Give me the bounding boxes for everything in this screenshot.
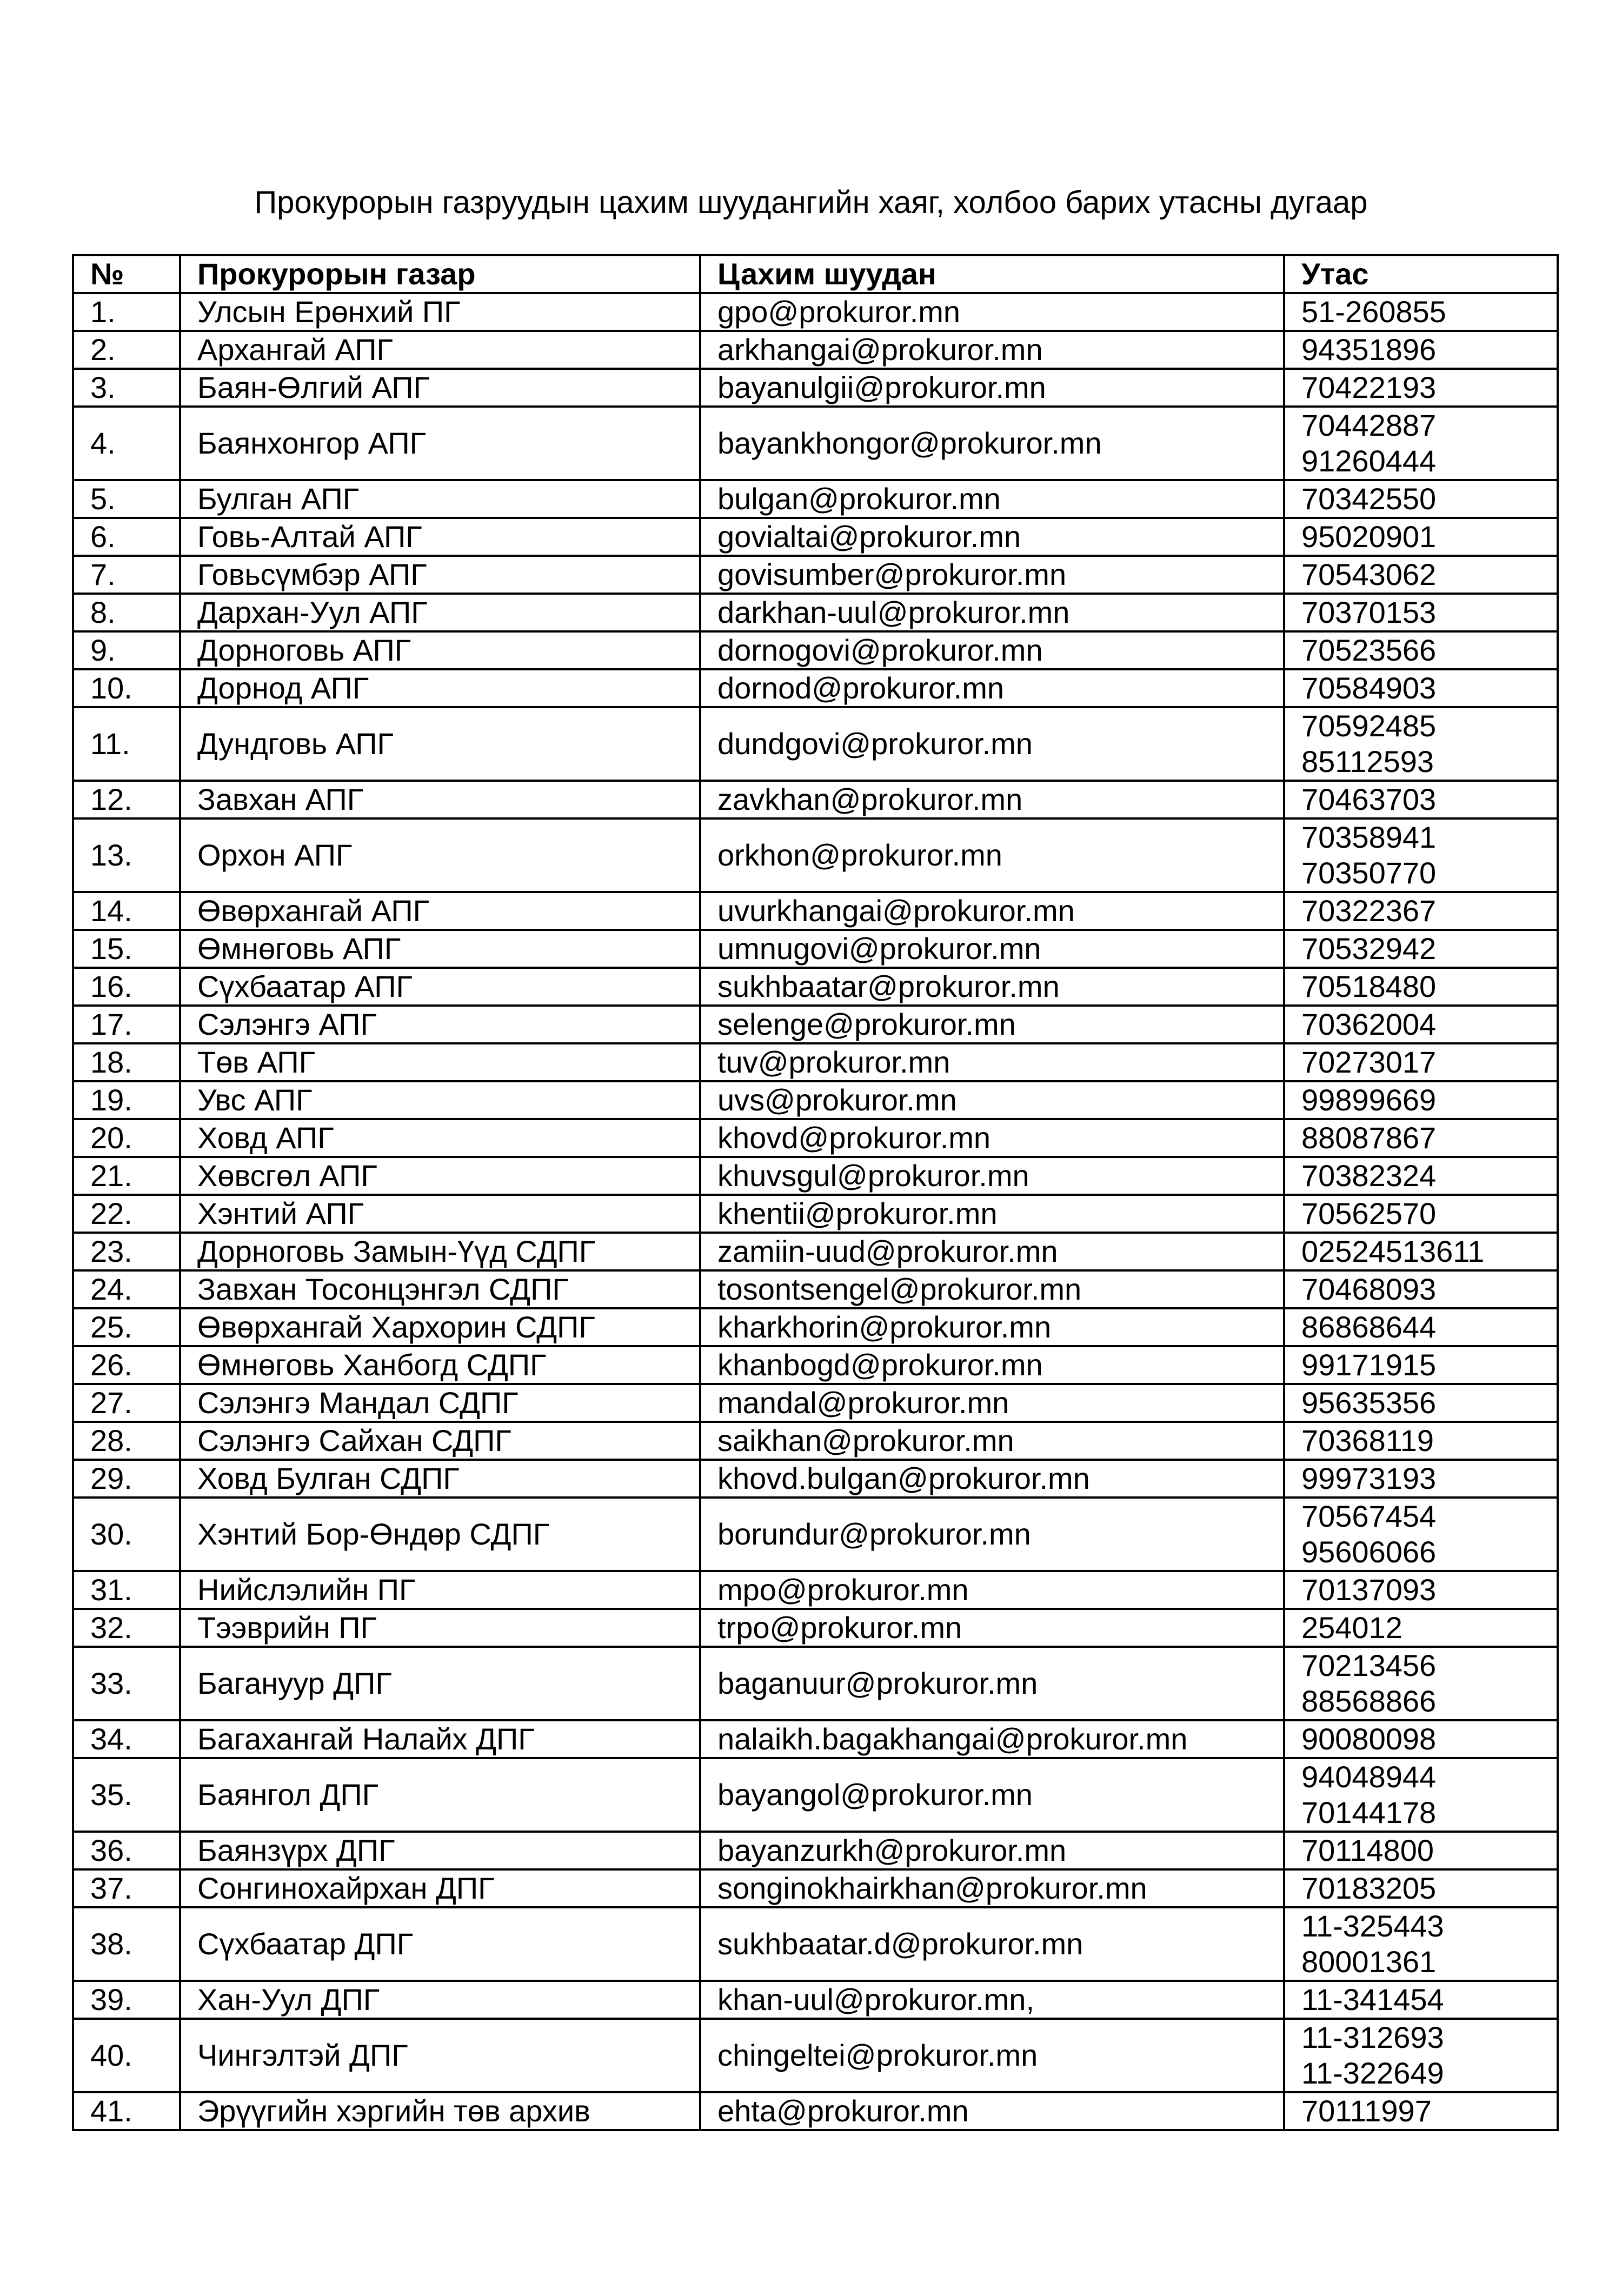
table-row — [73, 930, 1558, 968]
office-name: Хан-Уул ДПГ — [180, 1981, 700, 2019]
email-address: dornogovi@prokuror.mn — [700, 631, 1284, 669]
phone-cell — [1284, 1758, 1558, 1832]
phone-number: 70213456 — [1301, 1648, 1437, 1682]
office-name: Хэнтий АПГ — [180, 1195, 700, 1233]
email-address: gpo@prokuror.mn — [700, 293, 1284, 331]
office-name: Говьсүмбэр АПГ — [180, 556, 700, 594]
phone-number: 70518480 — [1301, 969, 1437, 1003]
table-row — [73, 707, 1558, 781]
row-number: 32. — [73, 1609, 180, 1647]
row-number: 15. — [73, 930, 180, 968]
header-num: № — [73, 255, 180, 293]
table-row — [73, 1758, 1558, 1832]
row-number: 34. — [73, 1720, 180, 1758]
office-name: Архангай АПГ — [180, 331, 700, 369]
office-name: Дорноговь АПГ — [180, 631, 700, 669]
row-number: 29. — [73, 1460, 180, 1498]
phone-number: 11-325443 — [1301, 1909, 1444, 1943]
phone-cell — [1284, 707, 1558, 781]
row-number: 21. — [73, 1157, 180, 1195]
email-address: kharkhorin@prokuror.mn — [700, 1308, 1284, 1346]
phone-number: 88087867 — [1301, 1121, 1437, 1155]
table-row — [73, 1081, 1558, 1119]
phone-cell — [1284, 631, 1558, 669]
phone-cell — [1284, 407, 1558, 480]
office-name: Төв АПГ — [180, 1043, 700, 1081]
row-number: 26. — [73, 1346, 180, 1384]
table-row — [73, 2092, 1558, 2130]
table-row — [73, 1720, 1558, 1758]
email-address: songinokhairkhan@prokuror.mn — [700, 1869, 1284, 1907]
phone-number: 70562570 — [1301, 1196, 1437, 1230]
office-name: Эрүүгийн хэргийн төв архив — [180, 2092, 700, 2130]
office-name: Ховд АПГ — [180, 1119, 700, 1157]
phone-number: 70368119 — [1301, 1423, 1434, 1458]
row-number: 8. — [73, 594, 180, 631]
phone-number: 70468093 — [1301, 1272, 1437, 1306]
email-address: saikhan@prokuror.mn — [700, 1422, 1284, 1460]
phone-number: 254012 — [1301, 1610, 1402, 1645]
phone-number: 90080098 — [1301, 1722, 1437, 1756]
phone-number: 94351896 — [1301, 332, 1437, 367]
table-row — [73, 1233, 1558, 1270]
phone-cell — [1284, 293, 1558, 331]
office-name: Дорнод АПГ — [180, 669, 700, 707]
table-row — [73, 1498, 1558, 1571]
phone-cell — [1284, 369, 1558, 407]
office-name: Баян-Өлгий АПГ — [180, 369, 700, 407]
phone-number: 70362004 — [1301, 1007, 1437, 1041]
phone-cell — [1284, 331, 1558, 369]
office-name: Баянзүрх ДПГ — [180, 1832, 700, 1869]
email-address: orkhon@prokuror.mn — [700, 818, 1284, 892]
row-number: 25. — [73, 1308, 180, 1346]
office-name: Сэлэнгэ АПГ — [180, 1006, 700, 1043]
phone-number: 51-260855 — [1301, 295, 1446, 329]
header-phone: Утас — [1284, 255, 1558, 293]
row-number: 14. — [73, 892, 180, 930]
email-address: trpo@prokuror.mn — [700, 1609, 1284, 1647]
phone-number: 70422193 — [1301, 370, 1437, 404]
office-name: Өмнөговь АПГ — [180, 930, 700, 968]
office-name: Дархан-Уул АПГ — [180, 594, 700, 631]
email-address: chingeltei@prokuror.mn — [700, 2019, 1284, 2092]
table-row — [73, 1346, 1558, 1384]
row-number: 4. — [73, 407, 180, 480]
table-row — [73, 1981, 1558, 2019]
row-number: 31. — [73, 1571, 180, 1609]
phone-number: 70543062 — [1301, 557, 1437, 591]
email-address: tosontsengel@prokuror.mn — [700, 1270, 1284, 1308]
email-address: dornod@prokuror.mn — [700, 669, 1284, 707]
row-number: 27. — [73, 1384, 180, 1422]
email-address: sukhbaatar.d@prokuror.mn — [700, 1907, 1284, 1981]
email-address: arkhangai@prokuror.mn — [700, 331, 1284, 369]
phone-cell — [1284, 1907, 1558, 1981]
phone-number: 86868644 — [1301, 1310, 1437, 1344]
email-address: tuv@prokuror.mn — [700, 1043, 1284, 1081]
table-row — [73, 818, 1558, 892]
email-address: uvs@prokuror.mn — [700, 1081, 1284, 1119]
table-row — [73, 1832, 1558, 1869]
office-name: Сэлэнгэ Сайхан СДПГ — [180, 1422, 700, 1460]
row-number: 33. — [73, 1647, 180, 1720]
office-name: Өмнөговь Ханбогд СДПГ — [180, 1346, 700, 1384]
row-number: 12. — [73, 781, 180, 818]
office-name: Өвөрхангай АПГ — [180, 892, 700, 930]
phone-cell — [1284, 480, 1558, 518]
phone-cell — [1284, 1571, 1558, 1609]
phone-number: 70592485 — [1301, 709, 1437, 743]
email-address: zavkhan@prokuror.mn — [700, 781, 1284, 818]
office-name: Сүхбаатар ДПГ — [180, 1907, 700, 1981]
table-row — [73, 1907, 1558, 1981]
table-row — [73, 1006, 1558, 1043]
phone-number: 70370153 — [1301, 595, 1437, 629]
row-number: 13. — [73, 818, 180, 892]
table-row — [73, 1195, 1558, 1233]
phone-cell — [1284, 1119, 1558, 1157]
office-name: Улсын Ерөнхий ПГ — [180, 293, 700, 331]
phone-number: 95606066 — [1301, 1535, 1437, 1569]
office-name: Хэнтий Бор-Өндөр СДПГ — [180, 1498, 700, 1571]
office-name: Багахангай Налайх ДПГ — [180, 1720, 700, 1758]
phone-cell — [1284, 1460, 1558, 1498]
phone-cell — [1284, 1043, 1558, 1081]
office-name: Чингэлтэй ДПГ — [180, 2019, 700, 2092]
page-title: Прокурорын газруудын цахим шуудангийн хаяг, холбоо барих утасны дугаар — [254, 185, 1368, 220]
row-number: 22. — [73, 1195, 180, 1233]
phone-cell — [1284, 1384, 1558, 1422]
table-row — [73, 518, 1558, 556]
row-number: 9. — [73, 631, 180, 669]
phone-cell — [1284, 1498, 1558, 1571]
email-address: khentii@prokuror.mn — [700, 1195, 1284, 1233]
row-number: 6. — [73, 518, 180, 556]
email-address: dundgovi@prokuror.mn — [700, 707, 1284, 781]
email-address: khan-uul@prokuror.mn, — [700, 1981, 1284, 2019]
phone-cell — [1284, 518, 1558, 556]
row-number: 17. — [73, 1006, 180, 1043]
table-row — [73, 1384, 1558, 1422]
row-number: 5. — [73, 480, 180, 518]
phone-cell — [1284, 1233, 1558, 1270]
phone-cell — [1284, 594, 1558, 631]
email-address: bayankhongor@prokuror.mn — [700, 407, 1284, 480]
office-name: Завхан АПГ — [180, 781, 700, 818]
phone-cell — [1284, 1869, 1558, 1907]
email-address: mpo@prokuror.mn — [700, 1571, 1284, 1609]
table-row — [73, 1571, 1558, 1609]
office-name: Завхан Тосонцэнгэл СДПГ — [180, 1270, 700, 1308]
email-address: khovd.bulgan@prokuror.mn — [700, 1460, 1284, 1498]
phone-number: 88568866 — [1301, 1684, 1437, 1718]
email-address: bayangol@prokuror.mn — [700, 1758, 1284, 1832]
phone-cell — [1284, 2019, 1558, 2092]
row-number: 7. — [73, 556, 180, 594]
phone-number: 91260444 — [1301, 444, 1437, 478]
phone-number: 70137093 — [1301, 1573, 1437, 1607]
row-number: 38. — [73, 1907, 180, 1981]
email-address: bayanulgii@prokuror.mn — [700, 369, 1284, 407]
table-row — [73, 1157, 1558, 1195]
phone-cell — [1284, 1609, 1558, 1647]
email-address: mandal@prokuror.mn — [700, 1384, 1284, 1422]
phone-cell — [1284, 930, 1558, 968]
office-name: Тээврийн ПГ — [180, 1609, 700, 1647]
office-name: Хөвсгөл АПГ — [180, 1157, 700, 1195]
phone-cell — [1284, 1832, 1558, 1869]
phone-cell — [1284, 669, 1558, 707]
office-name: Булган АПГ — [180, 480, 700, 518]
row-number: 18. — [73, 1043, 180, 1081]
phone-number: 70350770 — [1301, 856, 1437, 890]
email-address: ehta@prokuror.mn — [700, 2092, 1284, 2130]
phone-cell — [1284, 1308, 1558, 1346]
office-name: Сэлэнгэ Мандал СДПГ — [180, 1384, 700, 1422]
table-row — [73, 1043, 1558, 1081]
phone-cell — [1284, 2092, 1558, 2130]
phone-cell — [1284, 1422, 1558, 1460]
phone-number: 11-312693 — [1301, 2020, 1444, 2054]
email-address: khanbogd@prokuror.mn — [700, 1346, 1284, 1384]
office-name: Дундговь АПГ — [180, 707, 700, 781]
table-row — [73, 331, 1558, 369]
prosecutor-offices-table — [72, 254, 1559, 2131]
phone-number: 70183205 — [1301, 1871, 1437, 1905]
email-address: baganuur@prokuror.mn — [700, 1647, 1284, 1720]
email-address: govialtai@prokuror.mn — [700, 518, 1284, 556]
email-address: bulgan@prokuror.mn — [700, 480, 1284, 518]
table-row — [73, 968, 1558, 1006]
row-number: 35. — [73, 1758, 180, 1832]
phone-number: 85112593 — [1301, 744, 1434, 778]
email-address: govisumber@prokuror.mn — [700, 556, 1284, 594]
office-name: Баянгол ДПГ — [180, 1758, 700, 1832]
table-row — [73, 293, 1558, 331]
phone-number: 70144178 — [1301, 1795, 1437, 1829]
phone-cell — [1284, 1270, 1558, 1308]
phone-cell — [1284, 1081, 1558, 1119]
office-name: Говь-Алтай АПГ — [180, 518, 700, 556]
table-row — [73, 1422, 1558, 1460]
row-number: 24. — [73, 1270, 180, 1308]
row-number: 3. — [73, 369, 180, 407]
phone-number: 11-322649 — [1301, 2056, 1444, 2090]
email-address: selenge@prokuror.mn — [700, 1006, 1284, 1043]
phone-number: 70567454 — [1301, 1499, 1437, 1533]
phone-number: 70463703 — [1301, 782, 1437, 816]
row-number: 2. — [73, 331, 180, 369]
table-row — [73, 1270, 1558, 1308]
phone-number: 94048944 — [1301, 1760, 1437, 1794]
office-name: Сүхбаатар АПГ — [180, 968, 700, 1006]
row-number: 41. — [73, 2092, 180, 2130]
table-row — [73, 407, 1558, 480]
phone-cell — [1284, 968, 1558, 1006]
table-body — [73, 293, 1558, 2130]
office-name: Ховд Булган СДПГ — [180, 1460, 700, 1498]
phone-cell — [1284, 556, 1558, 594]
phone-cell — [1284, 818, 1558, 892]
email-address: zamiin-uud@prokuror.mn — [700, 1233, 1284, 1270]
row-number: 1. — [73, 293, 180, 331]
phone-number: 70358941 — [1301, 820, 1437, 854]
office-name: Өвөрхангай Хархорин СДПГ — [180, 1308, 700, 1346]
table-row — [73, 1609, 1558, 1647]
table-row — [73, 1647, 1558, 1720]
phone-number: 70111997 — [1301, 2094, 1432, 2128]
row-number: 20. — [73, 1119, 180, 1157]
phone-number: 95635356 — [1301, 1386, 1437, 1420]
phone-cell — [1284, 1157, 1558, 1195]
table-row — [73, 1869, 1558, 1907]
office-name: Дорноговь Замын-Үүд СДПГ — [180, 1233, 700, 1270]
row-number: 36. — [73, 1832, 180, 1869]
row-number: 40. — [73, 2019, 180, 2092]
phone-cell — [1284, 1720, 1558, 1758]
phone-number: 70442887 — [1301, 408, 1437, 442]
office-name: Увс АПГ — [180, 1081, 700, 1119]
phone-number: 99171915 — [1301, 1348, 1437, 1382]
email-address: nalaikh.bagakhangai@prokuror.mn — [700, 1720, 1284, 1758]
phone-number: 70273017 — [1301, 1045, 1437, 1079]
email-address: umnugovi@prokuror.mn — [700, 930, 1284, 968]
table-header-row — [73, 255, 1558, 293]
phone-cell — [1284, 1006, 1558, 1043]
phone-number: 80001361 — [1301, 1945, 1437, 1979]
table-row — [73, 631, 1558, 669]
phone-number: 99899669 — [1301, 1083, 1437, 1117]
header-name: Прокурорын газар — [180, 255, 700, 293]
phone-cell — [1284, 1647, 1558, 1720]
table-row — [73, 2019, 1558, 2092]
phone-number: 70523566 — [1301, 633, 1437, 667]
office-name: Сонгинохайрхан ДПГ — [180, 1869, 700, 1907]
email-address: sukhbaatar@prokuror.mn — [700, 968, 1284, 1006]
row-number: 30. — [73, 1498, 180, 1571]
phone-cell — [1284, 781, 1558, 818]
table-row — [73, 1308, 1558, 1346]
row-number: 10. — [73, 669, 180, 707]
phone-cell — [1284, 892, 1558, 930]
email-address: darkhan-uul@prokuror.mn — [700, 594, 1284, 631]
phone-number: 70342550 — [1301, 482, 1437, 516]
table-row — [73, 781, 1558, 818]
phone-number: 95020901 — [1301, 520, 1437, 554]
phone-number: 02524513611 — [1301, 1234, 1485, 1268]
header-email: Цахим шуудан — [700, 255, 1284, 293]
email-address: khuvsgul@prokuror.mn — [700, 1157, 1284, 1195]
table-row — [73, 892, 1558, 930]
office-name: Орхон АПГ — [180, 818, 700, 892]
table-row — [73, 1460, 1558, 1498]
table-row — [73, 556, 1558, 594]
table-row — [73, 480, 1558, 518]
phone-number: 70532942 — [1301, 931, 1437, 966]
row-number: 39. — [73, 1981, 180, 2019]
phone-number: 70584903 — [1301, 671, 1437, 705]
phone-cell — [1284, 1195, 1558, 1233]
phone-number: 70382324 — [1301, 1159, 1437, 1193]
row-number: 19. — [73, 1081, 180, 1119]
table-row — [73, 594, 1558, 631]
office-name: Багануур ДПГ — [180, 1647, 700, 1720]
table-row — [73, 1119, 1558, 1157]
row-number: 28. — [73, 1422, 180, 1460]
email-address: borundur@prokuror.mn — [700, 1498, 1284, 1571]
phone-number: 99973193 — [1301, 1461, 1437, 1495]
phone-number: 70322367 — [1301, 894, 1437, 928]
row-number: 23. — [73, 1233, 180, 1270]
phone-cell — [1284, 1346, 1558, 1384]
table-row — [73, 369, 1558, 407]
phone-cell — [1284, 1981, 1558, 2019]
phone-number: 11-341454 — [1301, 1982, 1444, 2017]
office-name: Баянхонгор АПГ — [180, 407, 700, 480]
email-address: uvurkhangai@prokuror.mn — [700, 892, 1284, 930]
office-name: Нийслэлийн ПГ — [180, 1571, 700, 1609]
row-number: 11. — [73, 707, 180, 781]
row-number: 16. — [73, 968, 180, 1006]
row-number: 37. — [73, 1869, 180, 1907]
email-address: khovd@prokuror.mn — [700, 1119, 1284, 1157]
table-row — [73, 669, 1558, 707]
phone-number: 70114800 — [1301, 1833, 1434, 1867]
email-address: bayanzurkh@prokuror.mn — [700, 1832, 1284, 1869]
